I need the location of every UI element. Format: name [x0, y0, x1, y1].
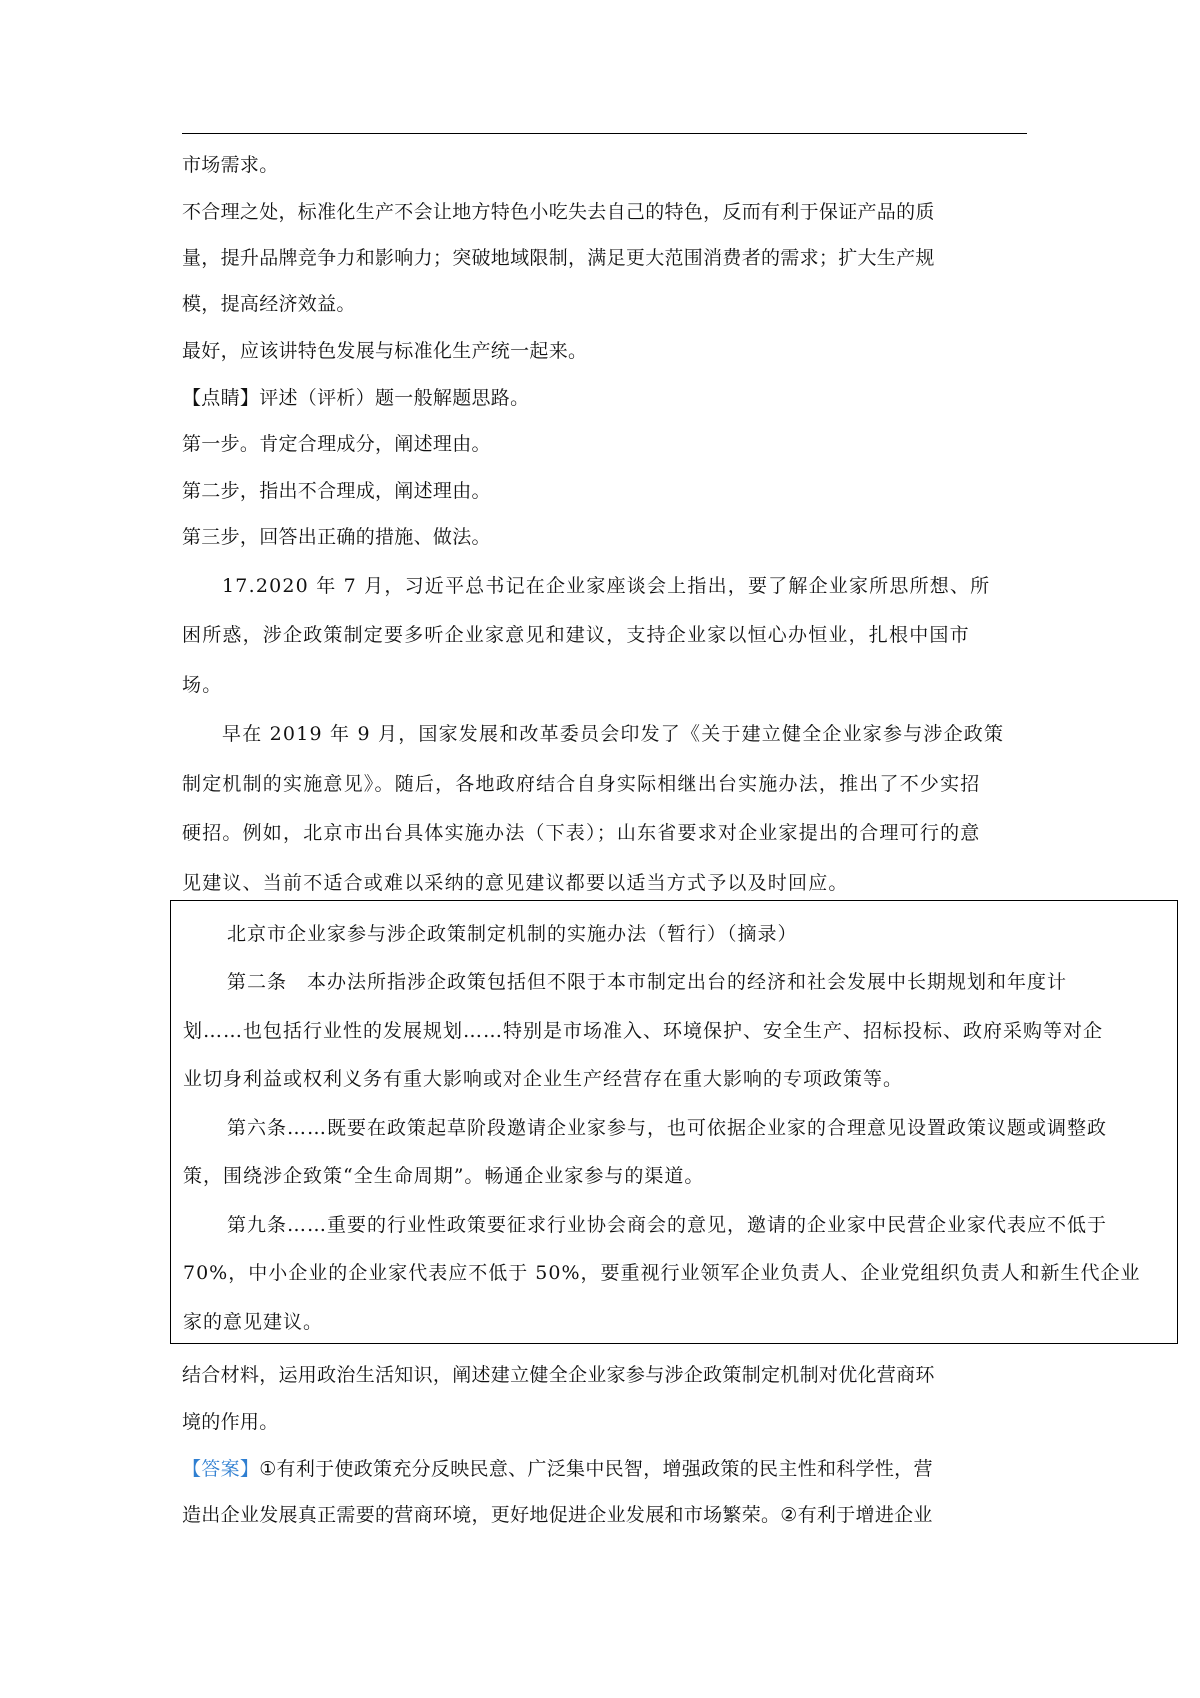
question-17-line: 硬招。例如，北京市出台具体实施办法（下表）；山东省要求对企业家提出的合理可行的意 — [182, 822, 981, 844]
excerpt-line: 70%，中小企业的企业家代表应不低于 50%，要重视行业领军企业负责人、企业党组织负责人和新生代企业 — [183, 1262, 1141, 1284]
answer-text: ①有利于使政策充分反映民意、广泛集中民智，增强政策的民主性和科学性，营 — [259, 1458, 933, 1480]
excerpt-box — [170, 900, 1178, 1344]
paragraph-line: 最好，应该讲特色发展与标准化生产统一起来。 — [182, 340, 588, 362]
paragraph-line: 【点睛】评述（评析）题一般解题思路。 — [182, 387, 530, 409]
question-17-line: 早在 2019 年 9 月，国家发展和改革委员会印发了《关于建立健全企业家参与涉企政策 — [222, 723, 1005, 745]
paragraph-line: 第一步。肯定合理成分，阐述理由。 — [182, 433, 491, 455]
paragraph-line: 不合理之处，标准化生产不会让地方特色小吃失去自己的特色，反而有利于保证产品的质 — [182, 201, 935, 223]
question-17-line: 制定机制的实施意见》。随后，各地政府结合自身实际相继出台实施办法，推出了不少实招 — [182, 773, 981, 795]
paragraph-line: 第二步，指出不合理成，阐述理由。 — [182, 480, 491, 502]
excerpt-line: 策，围绕涉企致策“全生命周期”。畅通企业家参与的渠道。 — [183, 1165, 705, 1187]
answer-line — [182, 1456, 933, 1482]
paragraph-line: 第三步，回答出正确的措施、做法。 — [182, 526, 491, 548]
paragraph-line: 量，提升品牌竞争力和影响力；突破地域限制，满足更大范围消费者的需求；扩大生产规 — [182, 247, 935, 269]
excerpt-line: 第二条 本办法所指涉企政策包括但不限于本市制定出台的经济和社会发展中长期规划和年度计 — [227, 971, 1068, 993]
question-17-line: 困所惑，涉企政策制定要多听企业家意见和建议，支持企业家以恒心办恒业，扎根中国市 — [182, 624, 970, 646]
excerpt-line: 第六条……既要在政策起草阶段邀请企业家参与，也可依据企业家的合理意见设置政策议题或调整政 — [227, 1117, 1108, 1139]
excerpt-line: 业切身利益或权利义务有重大影响或对企业生产经营存在重大影响的专项政策等。 — [183, 1068, 904, 1090]
excerpt-title: 北京市企业家参与涉企政策制定机制的实施办法（暂行）（摘录） — [227, 923, 798, 945]
answer-line: 造出企业发展真正需要的营商环境，更好地促进企业发展和市场繁荣。②有利于增进企业 — [182, 1504, 933, 1526]
paragraph-line: 模，提高经济效益。 — [182, 293, 356, 315]
excerpt-line: 划……也包括行业性的发展规划……特别是市场准入、环境保护、安全生产、招标投标、政府采购等对企 — [183, 1020, 1104, 1042]
question-17-line: 17.2020 年 7 月，习近平总书记在企业家座谈会上指出，要了解企业家所思所想、所 — [222, 575, 991, 597]
paragraph-line: 市场需求。 — [182, 154, 279, 176]
question-prompt-line: 境的作用。 — [182, 1411, 279, 1433]
question-17-line: 场。 — [182, 674, 223, 696]
question-prompt-line: 结合材料，运用政治生活知识，阐述建立健全企业家参与涉企政策制定机制对优化营商环 — [182, 1364, 935, 1386]
excerpt-line: 家的意见建议。 — [183, 1311, 324, 1333]
header-rule — [182, 133, 1027, 134]
excerpt-line: 第九条……重要的行业性政策要征求行业协会商会的意见，邀请的企业家中民营企业家代表应不低于 — [227, 1214, 1108, 1236]
answer-tag: 【答案】 — [182, 1458, 260, 1480]
question-17-line: 见建议、当前不适合或难以采纳的意见建议都要以适当方式予以及时回应。 — [182, 872, 849, 894]
